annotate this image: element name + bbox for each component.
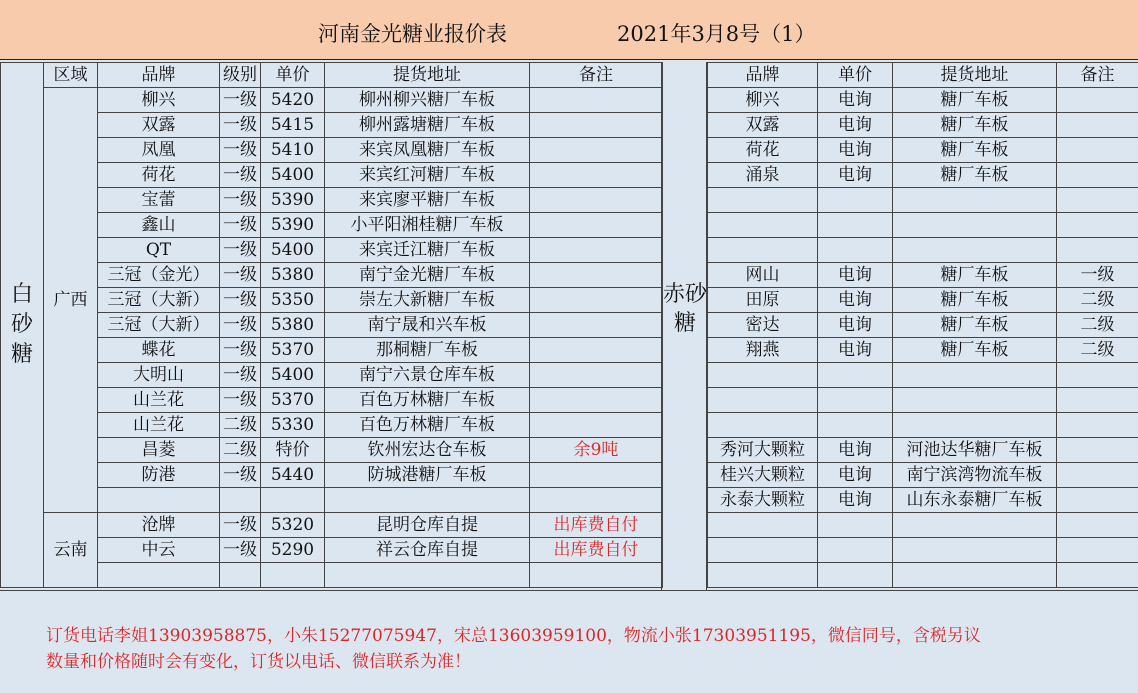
column-header: 级别 [220, 63, 261, 88]
grade-cell: 一级 [220, 88, 261, 113]
pickup-cell: 柳州柳兴糖厂车板 [325, 88, 530, 113]
price-cell: 5400 [261, 163, 325, 188]
red-sugar-table [707, 62, 1138, 588]
note-cell [1057, 388, 1138, 413]
table-row [1, 163, 663, 188]
brand-cell: 防港 [98, 463, 220, 488]
title-bar [0, 0, 1138, 60]
note-cell [530, 488, 663, 513]
pickup-cell: 糖厂车板 [893, 163, 1057, 188]
price-cell: 5415 [261, 113, 325, 138]
note-cell [1057, 538, 1138, 563]
grade-cell: 一级 [220, 388, 261, 413]
price-cell [818, 538, 893, 563]
grade-cell: 一级 [220, 363, 261, 388]
pickup-cell [893, 238, 1057, 263]
pickup-cell: 糖厂车板 [893, 313, 1057, 338]
pickup-cell: 南宁六景仓库车板 [325, 363, 530, 388]
pickup-cell: 来宾廖平糖厂车板 [325, 188, 530, 213]
table-row [708, 538, 1138, 563]
brand-cell: 沧牌 [98, 513, 220, 538]
price-cell: 5290 [261, 538, 325, 563]
price-cell [818, 188, 893, 213]
note-cell [1057, 488, 1138, 513]
table-row [1, 363, 663, 388]
pickup-cell: 糖厂车板 [893, 288, 1057, 313]
table-row [1, 138, 663, 163]
note-cell [1057, 363, 1138, 388]
pickup-cell [893, 388, 1057, 413]
note-cell: 二级 [1057, 338, 1138, 363]
note-cell [1057, 238, 1138, 263]
price-cell: 电询 [818, 163, 893, 188]
pickup-cell: 山东永泰糖厂车板 [893, 488, 1057, 513]
brand-cell [708, 363, 818, 388]
brand-cell: 翔燕 [708, 338, 818, 363]
grade-cell: 一级 [220, 113, 261, 138]
note-cell [530, 163, 663, 188]
note-cell [530, 113, 663, 138]
price-cell: 特价 [261, 438, 325, 463]
pickup-cell: 南宁金光糖厂车板 [325, 263, 530, 288]
grade-cell: 二级 [220, 413, 261, 438]
pickup-cell: 小平阳湘桂糖厂车板 [325, 213, 530, 238]
price-cell: 5440 [261, 463, 325, 488]
note-cell: 出库费自付 [530, 513, 663, 538]
table-row [1, 388, 663, 413]
white-sugar-label: 白砂糖 [1, 63, 44, 588]
column-header: 提货地址 [893, 63, 1057, 88]
table-row [708, 463, 1138, 488]
note-cell [530, 413, 663, 438]
grade-cell: 一级 [220, 188, 261, 213]
white-header-row [1, 63, 663, 88]
table-row [1, 538, 663, 563]
note-cell [1057, 438, 1138, 463]
grade-cell: 一级 [220, 138, 261, 163]
note-cell [1057, 413, 1138, 438]
price-cell [818, 388, 893, 413]
pickup-cell: 糖厂车板 [893, 338, 1057, 363]
column-header: 品牌 [98, 63, 220, 88]
table-row [1, 213, 663, 238]
price-cell: 电询 [818, 438, 893, 463]
pickup-cell: 百色万林糖厂车板 [325, 388, 530, 413]
grade-cell: 一级 [220, 538, 261, 563]
brand-cell: 山兰花 [98, 413, 220, 438]
price-cell: 电询 [818, 288, 893, 313]
pickup-cell [893, 538, 1057, 563]
price-cell [818, 563, 893, 588]
table-row [1, 113, 663, 138]
table-row [1, 288, 663, 313]
red-header-row [708, 63, 1138, 88]
brand-cell [708, 413, 818, 438]
price-cell: 电询 [818, 263, 893, 288]
price-cell: 5420 [261, 88, 325, 113]
brand-cell: 三冠（大新） [98, 288, 220, 313]
red-sugar-section-label [661, 62, 707, 590]
table-row [708, 313, 1138, 338]
table-row [708, 138, 1138, 163]
note-cell [1057, 188, 1138, 213]
column-header: 品牌 [708, 63, 818, 88]
brand-cell: 山兰花 [98, 388, 220, 413]
brand-cell [708, 513, 818, 538]
pickup-cell: 昆明仓库自提 [325, 513, 530, 538]
note-cell [530, 363, 663, 388]
note-cell [1057, 163, 1138, 188]
pickup-cell: 糖厂车板 [893, 88, 1057, 113]
column-header: 单价 [818, 63, 893, 88]
note-cell [530, 263, 663, 288]
red-sugar-label: 赤砂糖 [662, 282, 707, 336]
note-cell [530, 338, 663, 363]
brand-cell: 柳兴 [708, 88, 818, 113]
note-cell [530, 463, 663, 488]
grade-cell: 一级 [220, 163, 261, 188]
brand-cell: 网山 [708, 263, 818, 288]
price-cell: 5330 [261, 413, 325, 438]
white-sugar-table [0, 62, 663, 588]
brand-cell: 双露 [708, 113, 818, 138]
table-row [1, 188, 663, 213]
pickup-cell [325, 563, 530, 588]
table-row [708, 288, 1138, 313]
table-row [1, 338, 663, 363]
table-row [1, 263, 663, 288]
table-row [1, 563, 663, 588]
note-cell [1057, 563, 1138, 588]
note-cell [1057, 463, 1138, 488]
price-cell [818, 213, 893, 238]
grade-cell: 一级 [220, 288, 261, 313]
price-cell: 5410 [261, 138, 325, 163]
brand-cell: 鑫山 [98, 213, 220, 238]
note-cell [1057, 513, 1138, 538]
sheet-title: 河南金光糖业报价表 [318, 22, 507, 46]
note-cell [530, 388, 663, 413]
pickup-cell: 来宾红河糖厂车板 [325, 163, 530, 188]
table-row [1, 313, 663, 338]
price-cell: 5380 [261, 313, 325, 338]
grade-cell: 一级 [220, 313, 261, 338]
brand-cell: 荷花 [708, 138, 818, 163]
column-header: 提货地址 [325, 63, 530, 88]
brand-cell: 柳兴 [98, 88, 220, 113]
brand-cell [708, 238, 818, 263]
brand-cell: 秀河大颗粒 [708, 438, 818, 463]
brand-cell [708, 538, 818, 563]
grade-cell: 一级 [220, 338, 261, 363]
price-cell: 5380 [261, 263, 325, 288]
note-cell [530, 563, 663, 588]
grade-cell: 一级 [220, 238, 261, 263]
price-cell [261, 488, 325, 513]
price-cell: 电询 [818, 113, 893, 138]
table-row [1, 463, 663, 488]
brand-cell: 凤凰 [98, 138, 220, 163]
note-cell: 二级 [1057, 288, 1138, 313]
column-header: 备注 [1057, 63, 1138, 88]
pickup-cell: 祥云仓库自提 [325, 538, 530, 563]
note-cell [1057, 213, 1138, 238]
grade-cell: 一级 [220, 263, 261, 288]
brand-cell: 中云 [98, 538, 220, 563]
note-cell [530, 313, 663, 338]
price-cell [818, 238, 893, 263]
brand-cell [708, 388, 818, 413]
pickup-cell [893, 513, 1057, 538]
price-cell: 电询 [818, 138, 893, 163]
table-row [708, 163, 1138, 188]
price-cell: 5400 [261, 238, 325, 263]
footer-notes [0, 590, 1138, 693]
table-row [708, 563, 1138, 588]
table-row [708, 413, 1138, 438]
brand-cell [98, 488, 220, 513]
grade-cell: 一级 [220, 463, 261, 488]
grade-cell [220, 563, 261, 588]
price-cell: 电询 [818, 463, 893, 488]
price-cell: 电询 [818, 338, 893, 363]
table-row [708, 113, 1138, 138]
brand-cell: 三冠（大新） [98, 313, 220, 338]
brand-cell: 永泰大颗粒 [708, 488, 818, 513]
pickup-cell: 南宁滨湾物流车板 [893, 463, 1057, 488]
price-cell: 5390 [261, 188, 325, 213]
price-cell [818, 413, 893, 438]
table-row [708, 438, 1138, 463]
brand-cell: 涌泉 [708, 163, 818, 188]
brand-cell: 昌菱 [98, 438, 220, 463]
price-cell [818, 513, 893, 538]
grade-cell: 一级 [220, 513, 261, 538]
grade-cell [220, 488, 261, 513]
column-header: 区域 [44, 63, 98, 88]
table-row [1, 238, 663, 263]
table-row [708, 363, 1138, 388]
pickup-cell [893, 563, 1057, 588]
note-cell: 一级 [1057, 263, 1138, 288]
brand-cell: 田原 [708, 288, 818, 313]
pickup-cell [893, 213, 1057, 238]
brand-cell: 蝶花 [98, 338, 220, 363]
price-cell [261, 563, 325, 588]
table-row [708, 213, 1138, 238]
table-row [1, 88, 663, 113]
brand-cell [98, 563, 220, 588]
note-cell [530, 288, 663, 313]
brand-cell: 密达 [708, 313, 818, 338]
brand-cell [708, 563, 818, 588]
table-row [1, 438, 663, 463]
sheet-date: 2021年3月8号（1） [617, 22, 816, 46]
pickup-cell [893, 363, 1057, 388]
brand-cell: 荷花 [98, 163, 220, 188]
grade-cell: 一级 [220, 213, 261, 238]
table-row [708, 513, 1138, 538]
column-header: 备注 [530, 63, 663, 88]
note-cell [530, 238, 663, 263]
brand-cell: 宝蕾 [98, 188, 220, 213]
table-row [708, 488, 1138, 513]
pickup-cell: 来宾迁江糖厂车板 [325, 238, 530, 263]
note-cell: 二级 [1057, 313, 1138, 338]
price-cell [818, 363, 893, 388]
note-cell: 出库费自付 [530, 538, 663, 563]
grade-cell: 二级 [220, 438, 261, 463]
table-row [708, 263, 1138, 288]
table-row [708, 188, 1138, 213]
price-cell: 5350 [261, 288, 325, 313]
price-cell: 5370 [261, 338, 325, 363]
pickup-cell: 防城港糖厂车板 [325, 463, 530, 488]
pickup-cell [893, 188, 1057, 213]
table-row [708, 88, 1138, 113]
price-cell: 电询 [818, 313, 893, 338]
price-cell: 5370 [261, 388, 325, 413]
table-row [708, 338, 1138, 363]
pickup-cell: 那桐糖厂车板 [325, 338, 530, 363]
note-cell: 余9吨 [530, 438, 663, 463]
pickup-cell: 柳州露塘糖厂车板 [325, 113, 530, 138]
price-cell: 电询 [818, 88, 893, 113]
note-cell [530, 138, 663, 163]
pickup-cell: 糖厂车板 [893, 263, 1057, 288]
note-cell [1057, 88, 1138, 113]
pickup-cell: 钦州宏达仓车板 [325, 438, 530, 463]
table-row [708, 238, 1138, 263]
table-row [708, 388, 1138, 413]
pickup-cell: 南宁晟和兴车板 [325, 313, 530, 338]
note-cell [1057, 138, 1138, 163]
note-cell [530, 213, 663, 238]
pickup-cell: 糖厂车板 [893, 113, 1057, 138]
pickup-cell [325, 488, 530, 513]
table-row [1, 488, 663, 513]
pickup-cell [893, 413, 1057, 438]
pickup-cell: 百色万林糖厂车板 [325, 413, 530, 438]
pickup-cell: 崇左大新糖厂车板 [325, 288, 530, 313]
column-header: 单价 [261, 63, 325, 88]
brand-cell: QT [98, 238, 220, 263]
price-cell: 5390 [261, 213, 325, 238]
pickup-cell: 来宾凤凰糖厂车板 [325, 138, 530, 163]
footer-contact: 订货电话李姐13903958875，小朱15277075947，宋总13603959100，物流小张17303951195，微信同号，含税另议 [46, 626, 981, 646]
brand-cell: 双露 [98, 113, 220, 138]
pickup-cell: 河池达华糖厂车板 [893, 438, 1057, 463]
brand-cell: 大明山 [98, 363, 220, 388]
brand-cell [708, 188, 818, 213]
price-cell: 5320 [261, 513, 325, 538]
brand-cell [708, 213, 818, 238]
region-guangxi: 广西 [44, 88, 98, 513]
table-row [1, 513, 663, 538]
table-row [1, 413, 663, 438]
note-cell [530, 188, 663, 213]
brand-cell: 桂兴大颗粒 [708, 463, 818, 488]
price-cell: 电询 [818, 488, 893, 513]
footer-disclaimer: 数量和价格随时会有变化，订货以电话、微信联系为准！ [46, 652, 471, 672]
brand-cell: 三冠（金光） [98, 263, 220, 288]
pickup-cell: 糖厂车板 [893, 138, 1057, 163]
note-cell [530, 88, 663, 113]
note-cell [1057, 113, 1138, 138]
price-cell: 5400 [261, 363, 325, 388]
region-yunnan: 云南 [44, 513, 98, 588]
